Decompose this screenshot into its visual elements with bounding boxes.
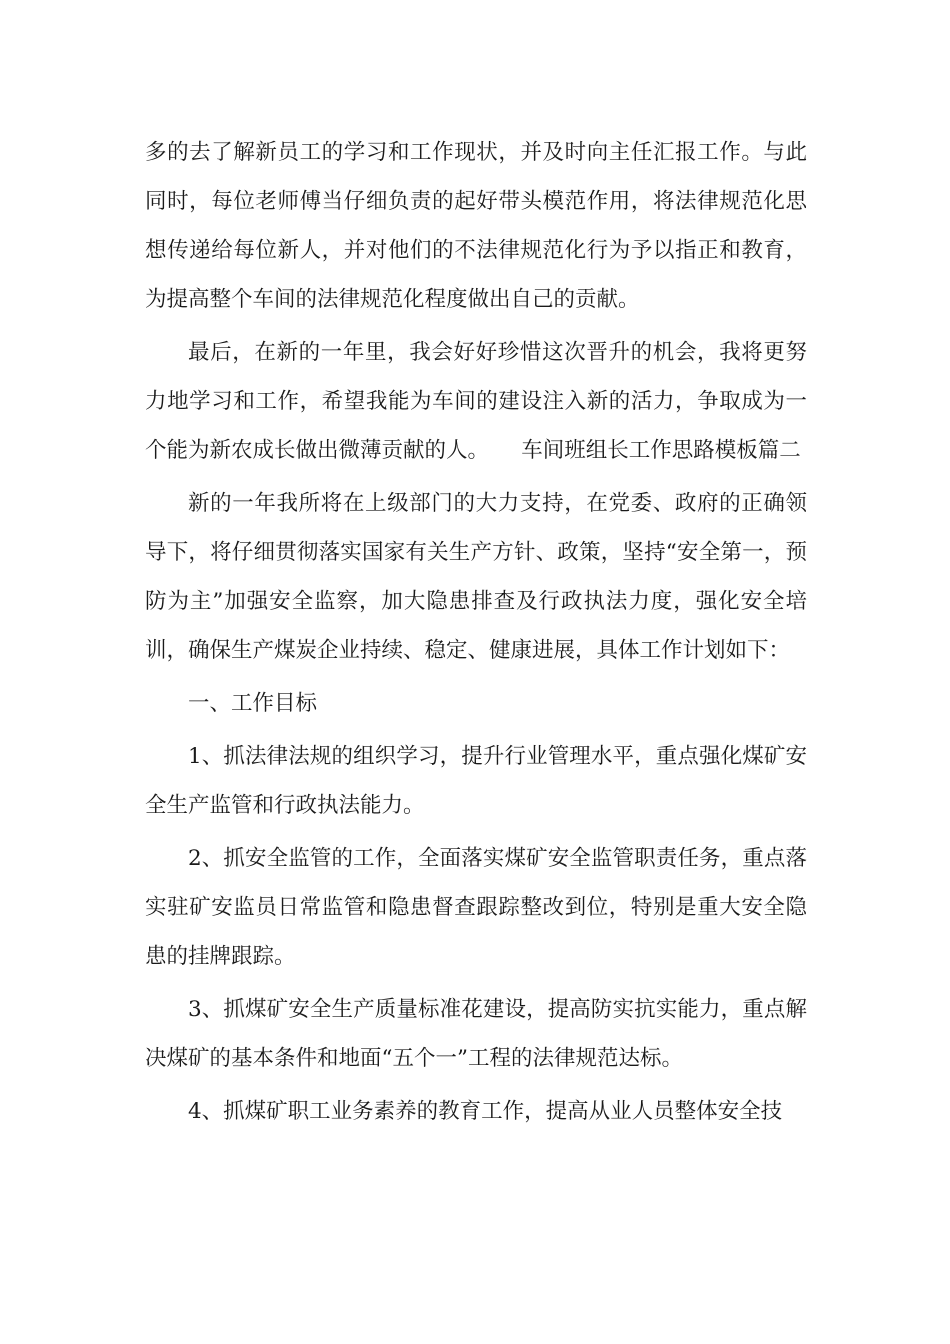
section-heading-work-goals: 一、工作目标 [188, 691, 318, 716]
list-item-4: 4、抓煤矿职工业务素养的教育工作，提高从业人员整体安全技 [188, 1099, 783, 1124]
list-item-1: 1、抓法律法规的组织学习，提升行业管理水平，重点强化煤矿安全生产监管和行政执法能力。 [145, 744, 807, 818]
document-body [145, 128, 807, 1140]
paragraph-1: 多的去了解新员工的学习和工作现状，并及时向主任汇报工作。与此同时，每位老师傅当仔细负责的起好带头模范作用，将法律规范化思想传递给每位新人，并对他们的不法律规范化行为予以指正和教育，为提高整个车间的法律规范化程度做出自己的贡献。 [145, 140, 807, 312]
paragraph-3: 新的一年我所将在上级部门的大力支持，在党委、政府的正确领导下，将仔细贯彻落实国家有关生产方针、政策，坚持“安全第一，预防为主”加强安全监察，加大隐患排查及行政执法力度，强化安全培训，确保生产煤炭企业持续、稳定、健康进展，具体工作计划如下： [145, 491, 807, 663]
list-item-2: 2、抓安全监管的工作，全面落实煤矿安全监管职责任务，重点落实驻矿安监员日常监管和隐患督查跟踪整改到位，特别是重大安全隐患的挂牌跟踪。 [145, 846, 807, 969]
paragraph-2: 最后，在新的一年里，我会好好珍惜这次晋升的机会，我将更努力地学习和工作，希望我能为车间的建设注入新的活力，争取成为一个能为新农成长做出微薄贡献的人。 车间班组长工作思路模板篇二 [145, 340, 807, 463]
list-item-3: 3、抓煤矿安全生产质量标准花建设，提高防实抗实能力，重点解决煤矿的基本条件和地面“五个一”工程的法律规范达标。 [145, 997, 807, 1071]
